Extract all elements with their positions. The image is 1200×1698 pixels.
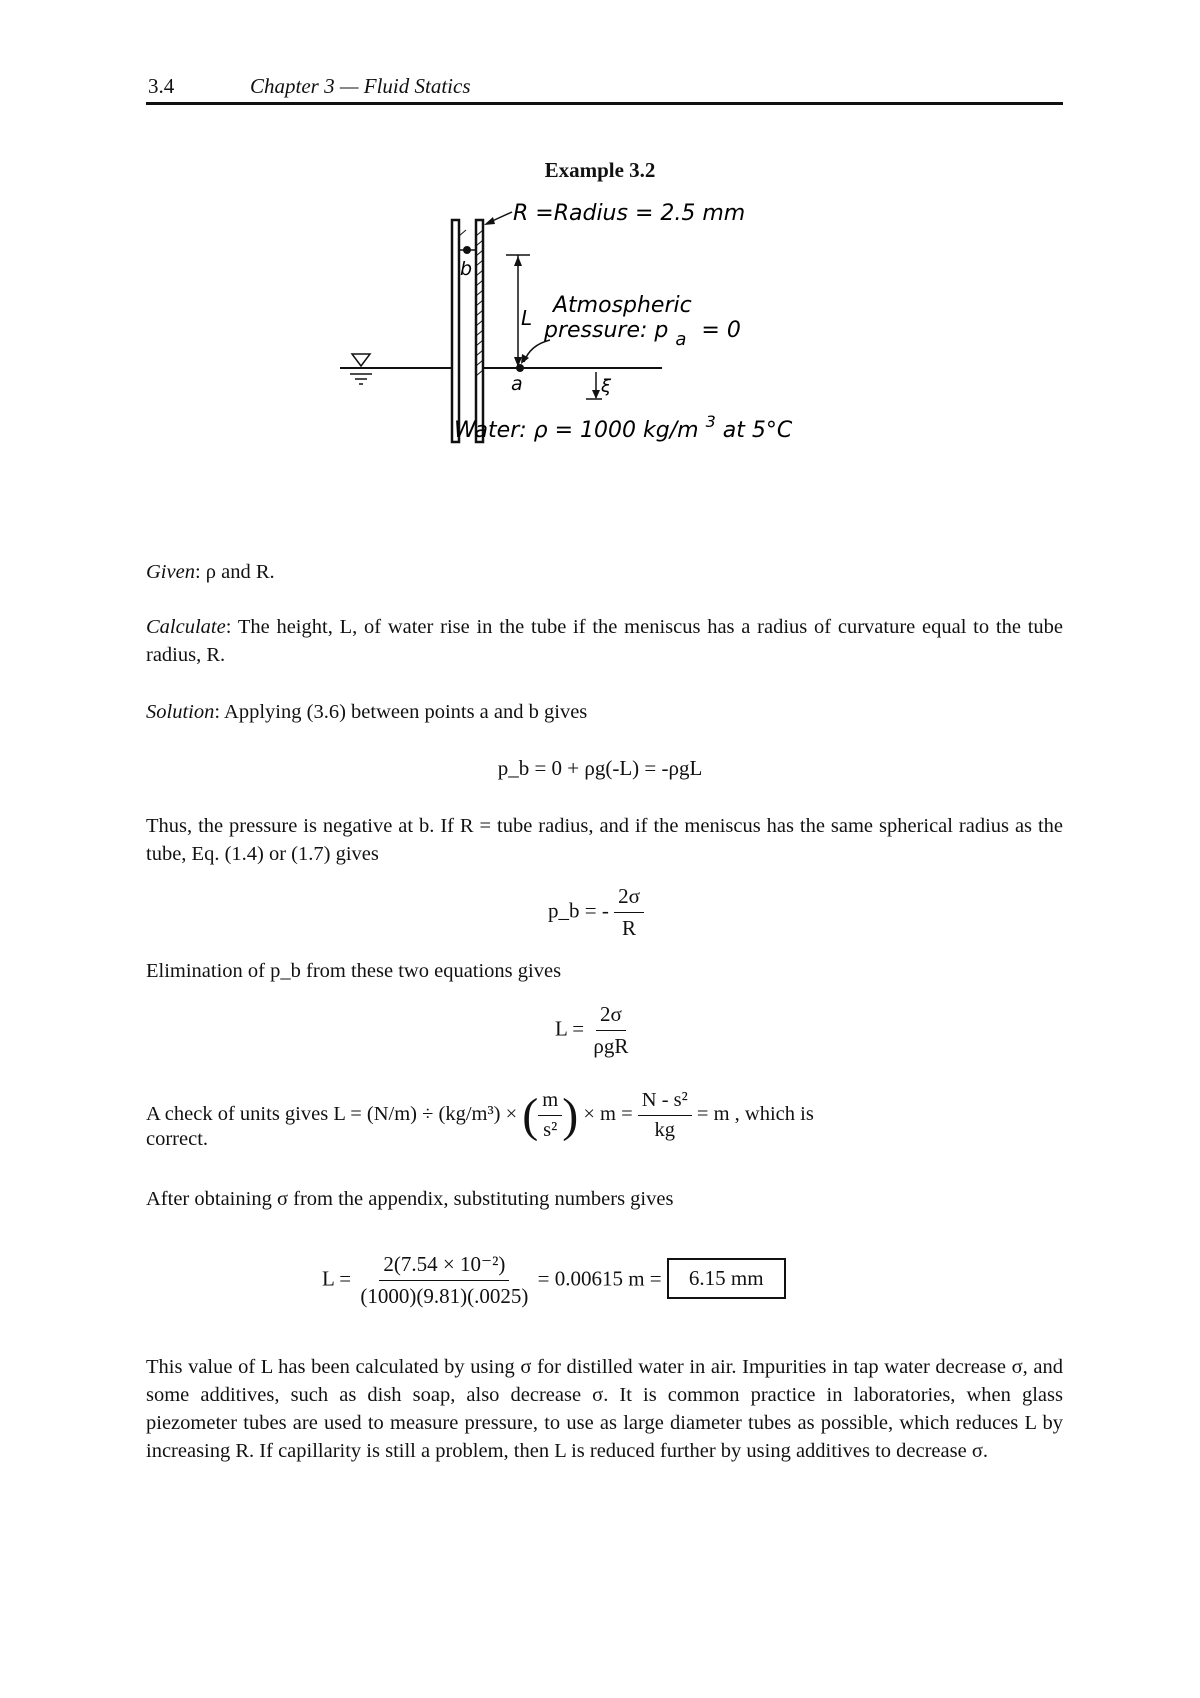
units-m-numerator: m xyxy=(538,1089,562,1116)
solution-label: Solution xyxy=(146,701,215,723)
water-surface-symbol xyxy=(352,354,370,366)
units-m-fraction xyxy=(538,1089,562,1142)
atmospheric-value: = 0 xyxy=(701,318,741,343)
svg-text:Water: ρ = 1000 kg/m 3 xyxy=(454,408,793,443)
equation-2-numerator: 2σ xyxy=(614,884,644,913)
elimination-paragraph: Elimination of p_b from these two equations gives xyxy=(146,960,562,982)
equation-3-fraction xyxy=(589,1002,632,1059)
units-result: = m , which is xyxy=(696,1103,814,1126)
thus-paragraph: Thus, the pressure is negative at b. If R = tube radius, and if the meniscus has the same spherical radius as the tube, Eq. (1.4) or (1.7) gives xyxy=(146,815,1063,865)
equation-3 xyxy=(555,1002,632,1059)
units-n-denominator: kg xyxy=(654,1119,676,1141)
units-n-fraction xyxy=(638,1089,692,1142)
answer-box: 6.15 mm xyxy=(667,1258,786,1299)
water-label: Water: ρ = 1000 kg/m xyxy=(454,418,699,443)
equation-1: p_b = 0 + ρg(-L) = -ρgL xyxy=(497,756,703,780)
equation-4-lhs: L = xyxy=(322,1266,352,1291)
solution-text: Applying (3.6) between points a and b gives xyxy=(224,701,588,723)
capillary-tube-diagram xyxy=(330,200,860,485)
after-paragraph: After obtaining σ from the appendix, substituting numbers gives xyxy=(146,1188,674,1210)
point-a-dot xyxy=(516,364,524,372)
equation-2-denominator: R xyxy=(622,916,637,940)
section-number: 3.4 xyxy=(148,74,175,98)
equation-4 xyxy=(322,1252,786,1309)
units-check-line xyxy=(146,1088,814,1143)
left-paren: ( xyxy=(522,1089,539,1142)
atmospheric-sub: a xyxy=(675,329,687,350)
equation-3-numerator: 2σ xyxy=(596,1002,626,1031)
units-times-m: × m = xyxy=(583,1103,633,1126)
right-paren: ) xyxy=(562,1089,579,1142)
equation-3-lhs: L = xyxy=(555,1016,585,1041)
equation-4-mid: = 0.00615 m = xyxy=(537,1266,662,1291)
calculate-text: The height, L, of water rise in the tube if the meniscus has a radius of curvature equal to the tube radius, R. xyxy=(146,616,1063,666)
equation-2-lhs: p_b = - xyxy=(548,898,609,923)
example-title: Example 3.2 xyxy=(544,158,656,182)
given-paragraph: Given: ρ and R. xyxy=(146,561,275,583)
atmospheric-label-line1: Atmospheric xyxy=(553,293,692,318)
atmospheric-label-line2: pressure: p xyxy=(544,318,669,343)
chapter-title: Chapter 3 — Fluid Statics xyxy=(250,74,471,98)
solution-paragraph: Solution: Applying (3.6) between points a and b gives xyxy=(146,701,588,723)
water-exponent: 3 xyxy=(705,412,716,431)
units-check-tail: correct. xyxy=(146,1128,209,1150)
xi-label: ξ xyxy=(601,376,612,397)
equation-4-fraction xyxy=(356,1252,532,1309)
point-b-label: b xyxy=(460,258,473,280)
units-check-lead: A check of units gives xyxy=(146,1103,329,1126)
length-label: L xyxy=(521,306,533,330)
equation-4-denominator: (1000)(9.81)(.0025) xyxy=(360,1284,529,1308)
tube-left-wall xyxy=(452,220,459,442)
water-column-hatch xyxy=(459,230,483,376)
equation-3-denominator: ρgR xyxy=(593,1034,629,1058)
given-label: Given xyxy=(146,561,195,583)
water-temperature: at 5°C xyxy=(722,418,793,443)
svg-text:pressure: p a = 0 xyxy=(543,318,741,351)
equation-2 xyxy=(548,884,644,941)
radius-label: R =Radius = 2.5 mm xyxy=(513,201,746,226)
header-rule xyxy=(146,102,1063,105)
calculate-label: Calculate xyxy=(146,616,226,638)
calculate-paragraph: Calculate: The height, L, of water rise in the tube if the meniscus has a radius of curvature equal to the tube radius, R. xyxy=(146,616,1063,666)
units-n-numerator: N - s² xyxy=(638,1089,692,1116)
equation-4-numerator: 2(7.54 × 10⁻²) xyxy=(379,1252,509,1281)
units-m-denominator: s² xyxy=(543,1119,558,1141)
equation-2-fraction xyxy=(614,884,644,941)
given-text: ρ and R. xyxy=(205,561,275,583)
point-a-label: a xyxy=(511,373,523,395)
units-check-expr: L = (N/m) ÷ (kg/m³) × xyxy=(333,1103,518,1126)
final-paragraph: This value of L has been calculated by using σ for distilled water in air. Impurities in tap water decrease σ, and some additives, such as dish soap, also decrease σ. It is common practice in laboratories, when glass piezometer tubes are used to measure pressure, to use as large diameter tubes as possible, which reduces L by increasing R. If capillarity is still a problem, then L is reduced further by using additives to decrease σ. xyxy=(146,1356,1063,1462)
